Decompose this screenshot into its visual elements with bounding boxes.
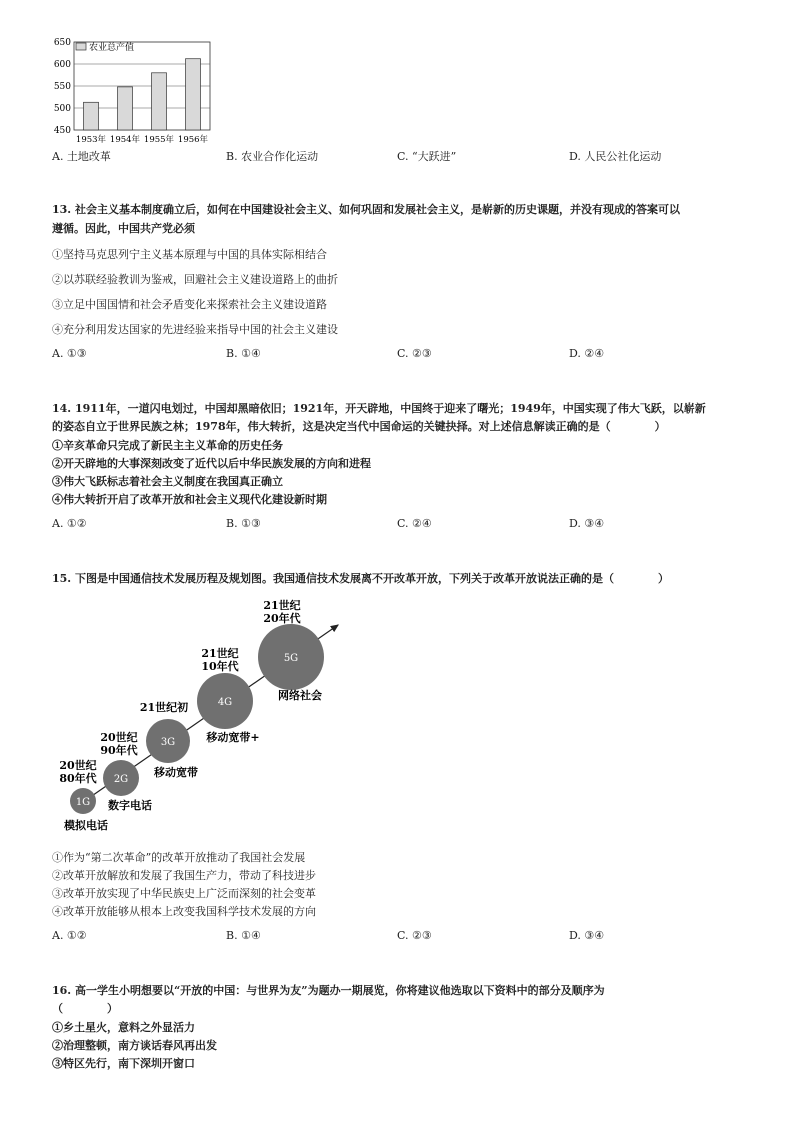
q14-option-d[interactable]: D. ③④: [569, 517, 605, 530]
gen-5g-era-line2: 10年代: [201, 660, 239, 673]
chart-legend: [76, 41, 134, 53]
q13-item-2: ②以苏联经验教训为鉴戒，回避社会主义建设道路上的曲折: [52, 273, 338, 286]
q14-item-1: ①辛亥革命只完成了新民主主义革命的历史任务: [52, 439, 283, 452]
q16-item-1: ①乡土星火，意料之外显活力: [52, 1021, 195, 1034]
q14-item-4: ④伟大转折开启了改革开放和社会主义现代化建设新时期: [52, 493, 327, 506]
y-tick-label: 650: [53, 38, 71, 48]
q13-option-b[interactable]: B. ①④: [226, 347, 261, 360]
q14-stem-line1: 14. 1911年，一道闪电划过，中国却黑暗依旧；1921年，开天辟地，中国终于迎来了曙光；1949年，中国实现了伟大飞跃，以崭新: [52, 402, 706, 415]
agricultural-output-bar-chart: [50, 38, 220, 146]
bar-1954年: [118, 87, 133, 130]
q15-option-b[interactable]: B. ①④: [226, 929, 261, 942]
q16-item-3: ③特区先行，南下深圳开窗口: [52, 1057, 195, 1070]
q15-item-3: ③改革开放实现了中华民族史上广泛而深刻的社会变革: [52, 887, 316, 900]
q15-stem: 15. 下图是中国通信技术发展历程及规划图。我国通信技术发展离不开改革开放，下列关于改革开放说法正确的是（ ）: [52, 572, 669, 585]
gen-3g-label: 3G: [160, 737, 176, 748]
gen-2g-desc: 数字电话: [108, 799, 152, 812]
gen-5g-label: 5G: [283, 653, 299, 664]
gen-4g-era-line1: 21世纪初: [139, 701, 189, 714]
q14-item-3: ③伟大飞跃标志着社会主义制度在我国真正确立: [52, 475, 283, 488]
q14-option-b[interactable]: B. ①③: [226, 517, 261, 530]
gen-2g-era-line1: 20世纪: [59, 759, 97, 772]
x-category-label: 1955年: [143, 135, 175, 145]
y-tick-label: 500: [53, 104, 71, 114]
y-tick-label: 450: [53, 126, 71, 136]
x-category-label: 1953年: [75, 135, 107, 145]
gen-4g-label: 4G: [217, 697, 233, 708]
y-tick-label: 550: [53, 82, 71, 92]
gen-3g-desc: 移动宽带: [154, 766, 198, 779]
y-tick-label: 600: [53, 60, 71, 70]
legend-label: 农业总产值: [89, 43, 135, 53]
q13-option-d[interactable]: D. ②④: [569, 347, 605, 360]
gen-2g-label: 2G: [113, 774, 129, 785]
q15-option-c[interactable]: C. ②③: [397, 929, 432, 942]
q14-stem-line2: 的姿态自立于世界民族之林；1978年，伟大转折，这是决定当代中国命运的关键抉择。对上述信息解读正确的是（ ）: [52, 420, 666, 433]
gen-3g-era-line1: 20世纪: [100, 731, 138, 744]
q13-option-a[interactable]: A. ①③: [52, 347, 87, 360]
q15-option-d[interactable]: D. ③④: [569, 929, 605, 942]
q13-item-3: ③立足中国国情和社会矛盾变化来探索社会主义建设道路: [52, 298, 327, 311]
communication-tech-diagram: [50, 595, 360, 840]
legend-swatch: [76, 43, 86, 50]
gen-1g-label: 1G: [75, 797, 91, 808]
bar-1953年: [84, 102, 99, 130]
gen-1g-desc: 模拟电话: [64, 819, 108, 832]
gen-2g-era-line2: 80年代: [59, 772, 97, 785]
q13-stem-line2: 遵循。因此，中国共产党必须: [52, 222, 195, 235]
q15-item-2: ②改革开放解放和发展了我国生产力，带动了科技进步: [52, 869, 316, 882]
x-category-label: 1954年: [109, 135, 141, 145]
q12-option-a[interactable]: A. 土地改革: [52, 150, 111, 163]
q12-option-d[interactable]: D. 人民公社化运动: [569, 150, 662, 163]
q12-option-c[interactable]: C. “大跃进”: [397, 150, 457, 163]
q13-option-c[interactable]: C. ②③: [397, 347, 432, 360]
bar-1955年: [152, 73, 167, 130]
q13-item-1: ①坚持马克思列宁主义基本原理与中国的具体实际相结合: [52, 248, 327, 261]
q13-item-4: ④充分利用发达国家的先进经验来指导中国的社会主义建设: [52, 323, 338, 336]
q14-item-2: ②开天辟地的大事深刻改变了近代以后中华民族发展的方向和进程: [52, 457, 371, 470]
q15-item-1: ①作为“第二次革命”的改革开放推动了我国社会发展: [52, 851, 306, 864]
gen-5g-desc: 网络社会: [278, 689, 322, 702]
future-era-line2: 20年代: [263, 612, 301, 625]
q12-option-b[interactable]: B. 农业合作化运动: [226, 150, 319, 163]
q13-stem-line1: 13. 社会主义基本制度确立后，如何在中国建设社会主义、如何巩固和发展社会主义，是崭新的历史课题，并没有现成的答案可以: [52, 203, 680, 216]
x-category-label: 1956年: [177, 135, 209, 145]
q16-item-2: ②治理整顿，南方谈话春风再出发: [52, 1039, 217, 1052]
gen-5g-era-line1: 21世纪: [201, 647, 239, 660]
gen-4g-desc: 移动宽带+: [206, 731, 260, 744]
q14-option-a[interactable]: A. ①②: [52, 517, 87, 530]
q15-item-4: ④改革开放能够从根本上改变我国科学技术发展的方向: [52, 905, 316, 918]
q16-stem-line2: （ ）: [52, 1002, 118, 1015]
q14-option-c[interactable]: C. ②④: [397, 517, 432, 530]
q15-option-a[interactable]: A. ①②: [52, 929, 87, 942]
future-era-line1: 21世纪: [263, 599, 301, 612]
bar-1956年: [186, 59, 201, 130]
gen-3g-era-line2: 90年代: [100, 744, 138, 757]
q16-stem-line1: 16. 高一学生小明想要以“开放的中国：与世界为友”为题办一期展览，你将建议他选取以下资料中的部分及顺序为: [52, 984, 605, 997]
